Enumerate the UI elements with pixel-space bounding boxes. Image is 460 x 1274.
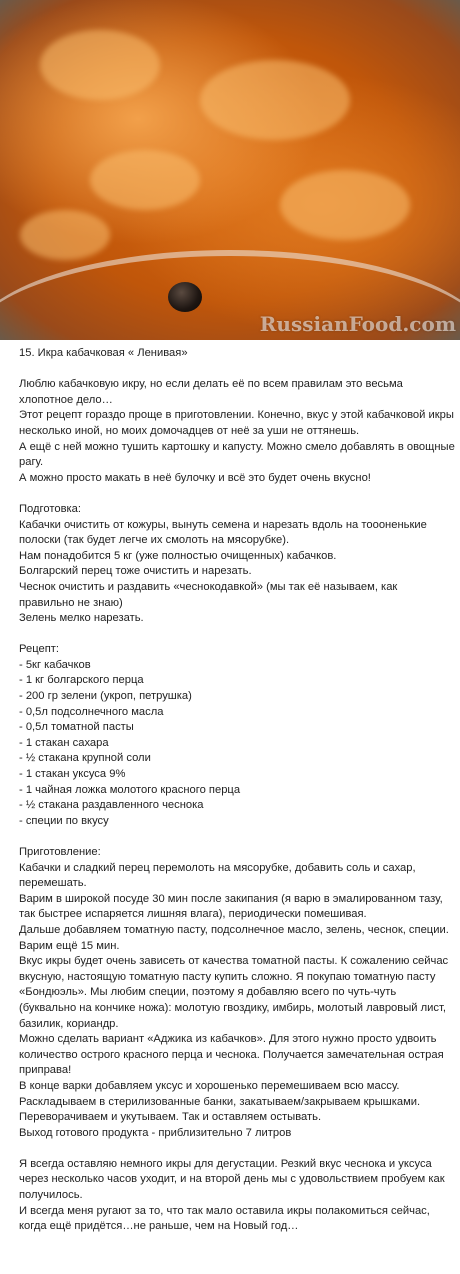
ingredient-item: - 200 гр зелени (укроп, петрушка)	[19, 690, 192, 703]
prep-step: Болгарский перец тоже очистить и нарезать.	[19, 565, 252, 578]
photo-highlight	[40, 30, 160, 100]
cooking-heading: Приготовление:	[19, 846, 101, 858]
prep-step: Кабачки очистить от кожуры, вынуть семена и нарезать вдоль на тоооненькие полоски (так будет легче их смолоть на мясорубке).	[19, 518, 427, 547]
ingredient-item: - ½ стакана раздавленного чеснока	[19, 799, 204, 812]
recipe-text	[19, 346, 455, 1235]
intro-paragraph: А можно просто макать в неё булочку и всё это будет очень вкусно!	[19, 471, 371, 484]
ingredients-heading: Рецепт:	[19, 643, 59, 656]
cooking-step: Выход готового продукта - приблизительно 7 литров	[19, 1126, 292, 1139]
ingredient-item: - 1 стакан сахара	[19, 736, 109, 749]
ingredient-item: - 0,5л томатной пасты	[19, 721, 134, 734]
cooking-step: В конце варки добавляем уксус и хорошенько перемешиваем всю массу.	[19, 1079, 400, 1092]
ingredient-item: - специи по вкусу	[19, 814, 109, 827]
outro-paragraph: Я всегда оставляю немного икры для дегустации. Резкий вкус чеснока и уксуса через несколько часов уходит, и на второй день мы с удовольствием пробуем как получилось.	[19, 1157, 445, 1202]
cooking-step: Можно сделать вариант «Аджика из кабачков». Для этого нужно просто удвоить количество острого красного перца и чеснока. Получается замечательная острая приправа!	[19, 1033, 444, 1077]
ingredient-item: - 1 чайная ложка молотого красного перца	[19, 783, 241, 796]
photo-watermark: RussianFood.com	[259, 312, 456, 336]
cooking-step: Раскладываем в стерилизованные банки, закатываем/закрываем крышками. Переворачиваем и укутываем. Так и оставляем остывать.	[19, 1095, 421, 1124]
prep-step: Зелень мелко нарезать.	[19, 612, 144, 625]
photo-highlight	[90, 150, 200, 210]
prep-heading: Подготовка:	[19, 502, 81, 515]
photo-highlight	[280, 170, 410, 240]
photo-highlight	[20, 210, 110, 260]
ingredient-item: - ½ стакана крупной соли	[19, 752, 151, 765]
recipe-title: 15. Икра кабачковая « Ленивая»	[19, 347, 188, 359]
ingredient-item: - 0,5л подсолнечного масла	[19, 705, 164, 718]
cooking-step: Варим в широкой посуде 30 мин после закипания (я варю в эмалированном тазу, так быстрее испаряется лишняя влага), периодически помешивая.	[19, 892, 443, 921]
peppercorn-image	[168, 282, 202, 312]
cooking-step: Кабачки и сладкий перец перемолоть на мясорубке, добавить соль и сахар, перемешать.	[19, 861, 416, 890]
intro-paragraph: Этот рецепт гораздо проще в приготовлении. Конечно, вкус у этой кабачковой икры несколько иной, но моих домочадцев от неё за уши не оттянешь.	[19, 409, 454, 437]
cooking-step: Дальше добавляем томатную пасту, подсолнечное масло, зелень, чеснок, специи. Варим ещё 15 мин.	[19, 923, 449, 952]
recipe-photo	[0, 0, 460, 340]
ingredient-item: - 1 стакан уксуса 9%	[19, 768, 126, 781]
prep-step: Чеснок очистить и раздавить «чеснокодавкой» (мы так её называем, как правильно не знаю)	[19, 580, 398, 609]
intro-paragraph: Люблю кабачковую икру, но если делать её по всем правилам это весьма хлопотное дело…	[19, 378, 403, 406]
cooking-step: Вкус икры будет очень зависеть от качества томатной пасты. К сожалению сейчас вкусную, настоящую томатную пасту купить сложно. Я покупаю томатную пасту «Бондюэль». Мы любим специи, поэтому я добавляю всего по чуть-чуть (буквально на кончике ножа): молотую гвоздику, имбирь, молотый лавровый лист, базилик, кориандр.	[19, 955, 449, 1030]
ingredient-item: - 5кг кабачков	[19, 658, 91, 671]
outro-paragraph: И всегда меня ругают за то, что так мало оставила икры полакомиться сейчас, когда ещё придётся…не раньше, чем на Новый год…	[19, 1204, 430, 1233]
ingredient-item: - 1 кг болгарского перца	[19, 674, 144, 687]
prep-step: Нам понадобится 5 кг (уже полностью очищенных) кабачков.	[19, 549, 337, 562]
photo-highlight	[200, 60, 350, 140]
intro-paragraph: А ещё с ней можно тушить картошку и капусту. Можно смело добавлять в овощные рагу.	[19, 440, 455, 469]
